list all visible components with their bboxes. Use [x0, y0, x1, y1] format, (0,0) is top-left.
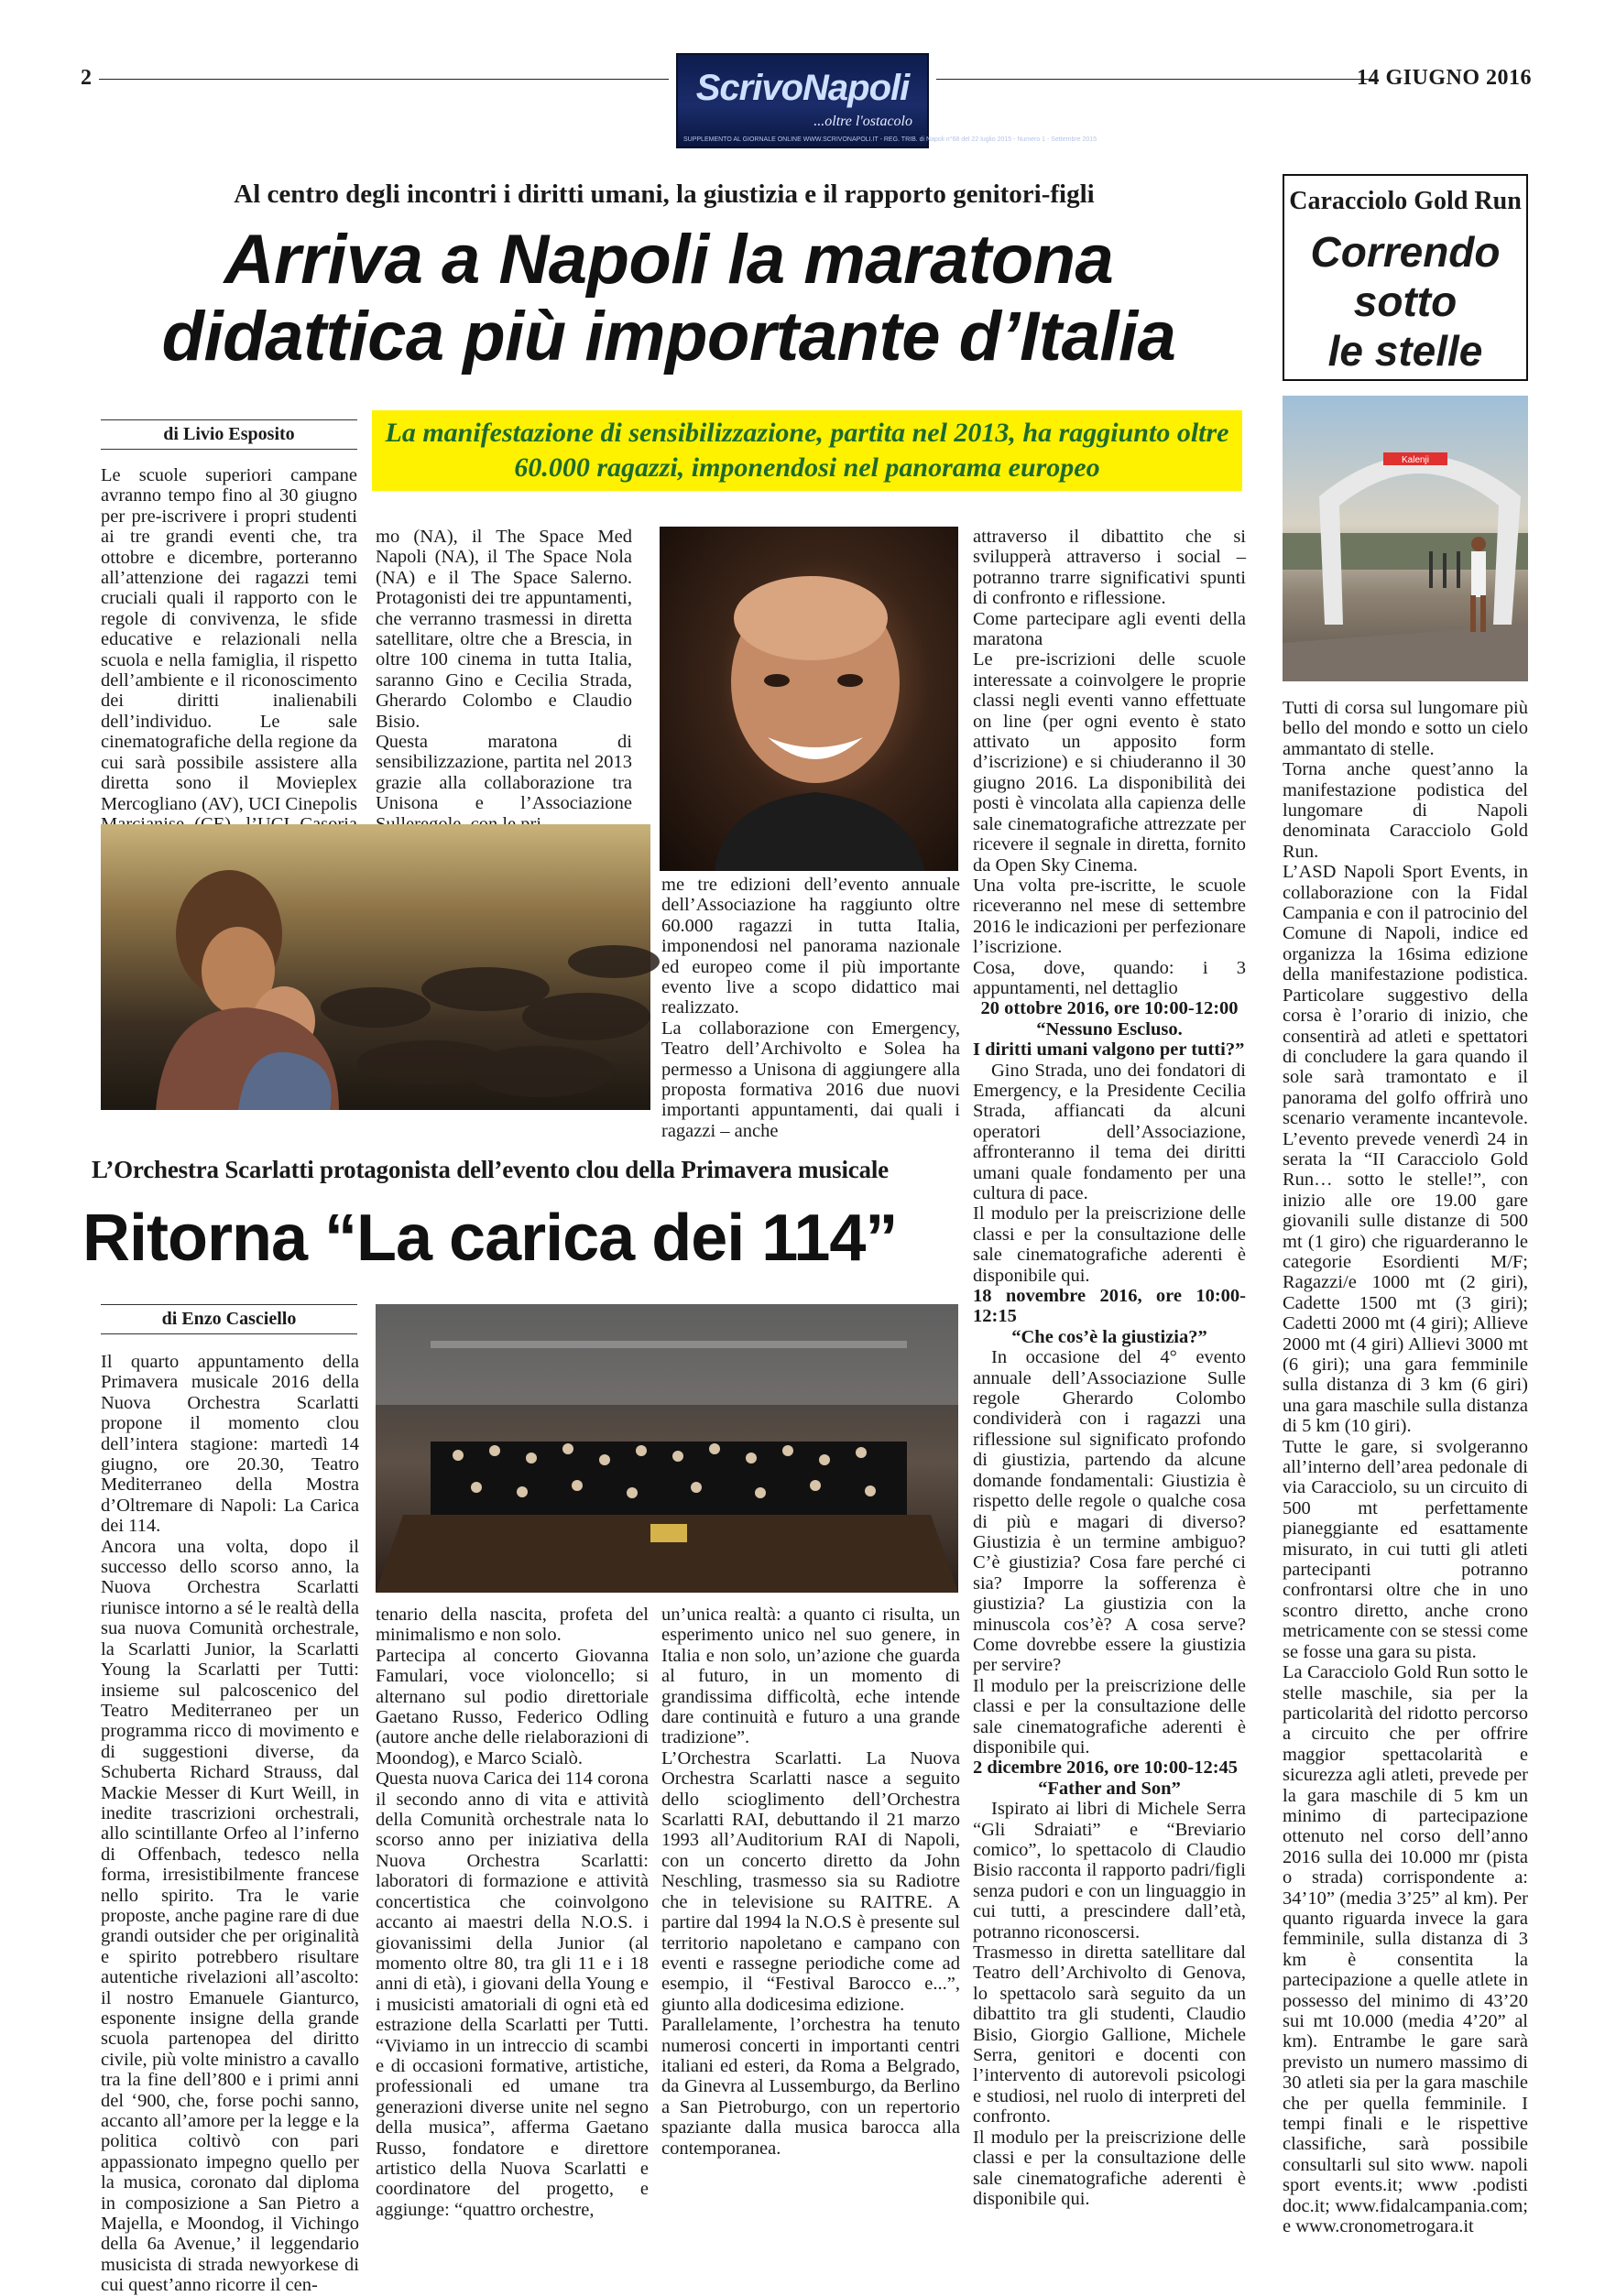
logo-name: ScrivoNapoli [695, 68, 910, 108]
gold-run-photo [1283, 396, 1528, 681]
claudio-bisio-photo [660, 527, 958, 871]
article1-column-1: Le scuole superiori campane avranno tempo fino al 30 giugno per pre-iscrivere i propri studenti ai tre grandi eventi che, tra ottobre e dicembre, porteranno all’attenzione dei ragazzi temi cruciali quali il rapporto con le regole di convivenza, le sfide educative e relazionali nella scuola e nella famiglia, il rispetto dell’ambiente e il riconoscimento dei diritti inalienabili dell’individuo. Le sale cinematografiche della regione da cui sarà possibile assistere alla diretta sono il Movieplex Mercogliano (AV), UCI Cinepolis [101, 465, 357, 814]
article1-callout: La manifestazione di sensibilizzazione, partita nel 2013, ha raggiunto oltre 60.000 ragazzi, imponendosi nel panorama europeo [372, 410, 1242, 491]
event1-date: 20 ottobre 2016, ore 10:00-12:00 [980, 998, 1239, 1019]
children-photo [101, 824, 650, 1110]
article2-kicker: L’Orchestra Scarlatti protagonista dell’evento clou della Primavera musicale [92, 1156, 889, 1183]
article1-column-4 [973, 527, 1246, 2209]
article1-kicker: Al centro degli incontri i diritti umani, la giustizia e il rapporto genitori-figli [234, 180, 1095, 209]
logo-tagline: ...oltre l'ostacolo [813, 114, 912, 129]
sidebar-title-box [1283, 174, 1528, 381]
sidebar-article: Tutti di corsa sul lungomare più bello del mondo e sotto un cielo ammantato di stelle. Torna anche quest’anno la manifestazione podistica del lungomare di Napoli denominata Caracciolo Gold Run. L’ASD Napoli Sport Events, in collaborazione con la Fidal Campania e con il patrocinio del Comune di Napoli, indice ed organizza la 16sima edizione della manifestazione podistica. Particolare suggestivo della corsa è l’orario di inizio, che consentirà ad atleti e spettatori di concludere la gara quando il sole sarà tramontato e il panorama del golfo offrirà uno scenario veramente incantevole. L’evento prevede venerdì 24 in serata la “II Caracciolo Gold Run… sotto le stelle!”, con inizio alle ore 19.00 gare giovanili sulle distanze di 500 mt (1 giro) che riguarderanno le categorie Esordienti M/F; Ragazzi/e 1000 mt (2 giri), Cadette 1500 mt (3 giri); Cadetti 2000 mt (4 giri); Allieve 2000 mt (4 giri) Allievi 3000 mt (6 giri); una gara femminile sulla distanza di 3 km (6 giri) una gara maschile sulla distanza di 5 km (10 giri). Tutte le gare, si svolgeranno all’interno dell’area pedonale di via Caracciolo, su un circuito di 500 mt perfettamente pianeggiante ed esattamente misurato, in cui tutti gli atleti partecipanti potranno confrontarsi oltre che in uno scontro diretto, anche crono metricamente con se stessi come se fosse una gara su pista. La Caracciolo Gold Run sotto le stelle maschile, sia per la particolarità del ridotto percorso a circuito che per offrire maggior spettacolarità e sicurezza agli atleti, prevede per la gara maschile di 5 km un minimo di partecipazione ottenuto nel corso dell’anno 2016 sulla dei 10.000 mr (pista o strada) corrispondente a: 34’10” (media 3’25” al km). Per quanto riguarda invece la gara femminile, sulla distanza di 3 km è consentita la partecipazione a quelle atlete in possesso del minimo di 43’20 sui mt 10.000 (media 4’20” al km). Entrambe le gare sarà previsto un numero massimo di 30 atleti sia per la gara maschile che per quella femminile. I tempi finali e le rispettive classifiche, sarà possibile consultarli sul sito www. napoli sport events.it; www .podisti doc.it; www.fidalcampania.com; e www.cronometrogara.it [1283, 698, 1528, 2237]
event1-title: “Nessuno Escluso. [1036, 1018, 1183, 1039]
article2-column-1: Il quarto appuntamento della Primavera musicale 2016 della Nuova Orchestra Scarlatti propone il momento clou dell’intera stagione: martedì 14 giugno, ore 20.30, Teatro Mediterraneo della Mostra d’Oltremare di Napoli: La Carica dei 114. Ancora una volta, dopo il successo dello scorso anno, la Nuova Orchestra Scarlatti riunisce intorno a sé le realtà della sua nuova Comunità orchestrale, la Scarlatti Junior, la Scarlatti Young la Scarlatti per Tutti: insieme sul palcoscenico del Teatro Mediterraneo per un programma ricco di movimento e di suggestioni diverse, da Schuberta Richard Strauss, dal Mackie Messer di Kurt Weill, in inedite trascrizioni orchestrali, allo scintillante Orfeo al l’inferno di Offenbach, tedesco nella forma, irresistibilmente francese nello spirito. Tra le varie proposte, anche pagine rare di due grandi outsider che per originalità e spirito potrebbero risultare autentiche rivelazioni all’ascolto: il nostro Emanuele Gianturco, esponente insigne della grande scuola partenopea del diritto civile, più volte ministro a cavallo tra la fine dell’800 e i primi anni del ‘900, che, forse pochi sanno, accanto all’amore per la legge e la politica coltivò con pari appassionato impegno quello per la musica, coronato dal diploma in composizione a San Pietro a Majella, e Moondog, il Vichingo della 6a Avenue,’ il leggendario musicista di strada newyorkese di cui quest’anno ricorre il cen- [101, 1352, 359, 2296]
article1-headline-line1: Arriva a Napoli la maratona [224, 221, 1114, 299]
event1-subtitle: I diritti umani valgono per tutti?” [973, 1039, 1245, 1061]
masthead-logo [676, 53, 1097, 148]
logo-fine-print: SUPPLEMENTO AL GIORNALE ONLINE WWW.SCRIVONAPOLI.IT - REG. TRIB. di Napoli n°68 del 22 luglio 2015 - Numero 1 - Settembre 2015 [683, 136, 1097, 143]
sidebar-headline: Correndo sotto le stelle [1310, 228, 1501, 375]
orchestra-photo [376, 1304, 958, 1593]
article2-column-2: tenario della nascita, profeta del minimalismo e non solo. Partecipa al concerto Giovanna Famulari, voce violoncello; si alternano sul podio direttoriale Gaetano Russo, Federico Odling (autore anche delle rielaborazioni di Moondog), e Marco Scialò. Questa nuova Carica dei 114 corona il secondo anno di vita e attività della Comunità orchestrale nata lo scorso anno per iniziativa della Nuova Orchestra Scarlatti: laboratori di formazione e attività concertistica che coinvolgono accanto ai maestri della N.O.S. i giovanissimi della Junior (al momento oltre 80, tra gli 11 e i 18 anni di età), i giovani della Young e i musicisti amatoriali di ogni età ed estrazione della Scarlatti per Tutti. “Viviamo in un intreccio di scambi e di occasioni formative, artistiche, professionali ed umane tra generazioni diverse unite nel segno della musica”, afferma Gaetano Russo, fondatore e direttore artistico della Nuova Scarlatti e coordinatore del progetto, e aggiunge: “quattro orchestre, [376, 1605, 649, 2220]
sidebar-title: Caracciolo Gold Run [1289, 187, 1522, 215]
article1-headline-line2: didattica più importante d’Italia [161, 298, 1176, 375]
article2-byline: di Enzo Casciello [101, 1304, 357, 1334]
event2-date: 18 novembre 2016, ore 10:00-12:15 [973, 1286, 1246, 1327]
header-rule-left [99, 79, 669, 80]
event2-title: “Che cos’è la giustizia?” [1011, 1326, 1207, 1347]
article1-column-3: me tre edizioni dell’evento annuale dell’Associazione ha raggiunto oltre 60.000 ragazzi in tutta Italia, imponendosi nel panorama nazionale ed europeo come il più importante evento live a scopo didattico mai realizzato. La collaborazione con Emergency, Teatro dell’Archivolto e Solea ha permesso a Unisona di aggiungere alla proposta formativa 2016 due nuovi importanti appuntamenti, dai quali i ragazzi – anche [661, 875, 960, 1141]
issue-date: 14 GIUGNO 2016 [1356, 66, 1532, 90]
article1-column-4-intro: attraverso il dibattito che si svilupperà attraverso i social – potranno trarre significativi spunti di confronto e riflessione. Come partecipare agli eventi della maratona Le pre-iscrizioni delle scuole interessate a coinvolgere le proprie classi negli eventi vanno effettuate on line (per ogni evento è stato attivato un apposito form d’iscrizione) e si chiuderanno il 30 giugno 2016. La disponibilità dei posti è vincolata alla capienza delle sale cinematografiche attrezzate per ricevere il segnale in diretta, fornito da Open Sky Cinema. Una volta pre-iscritte, le scuole riceveranno nel mese di settembre 2016 le indicazioni per perfezionare l’iscrizione. Cosa, dove, quando: i 3 appuntamenti, nel dettaglio [973, 527, 1246, 998]
event2-text: In occasione del 4° evento annuale dell’Associazione Sulle regole Gherardo Colombo condividerà con i ragazzi una riflessione sul significato profondo di giustizia, partendo da alcune domande fondamentali: Giustizia è rispetto delle regole o qualche cosa di più e magari di diverso? Giustizia è un termine ambiguo? C’è giustizia? Cosa fare perché ci sia? Imporre la sofferenza è giustizia? La giustizia con la minuscola cos’è? A cosa serve? Come dovrebbe essere la giustizia per servire? Il modulo per la preiscrizione delle classi e per la consultazione delle sale cinematografiche aderenti è disponibile qui. [973, 1347, 1246, 1757]
page-number: 2 [81, 66, 92, 90]
event1-text: Gino Strada, uno dei fondatori di Emergency, e la Presidente Cecilia Strada, affiancati da alcuni operatori dell’Associazione, affronteranno il tema dei diritti umani quale fondamento per una cultura di pace. Il modulo per la preiscrizione delle classi e per la consultazione delle sale cinematografiche aderenti è disponibile qui. [973, 1060, 1246, 1286]
article2-headline: Ritorna “La carica dei 114” [82, 1202, 898, 1275]
header-rule-right [936, 79, 1376, 80]
event3-text: Ispirato ai libri di Michele Serra “Gli Sdraiati” e “Breviario comico”, lo spettacolo di Claudio Bisio racconta il rapporto padri/figli senza pudori e con un linguaggio in cui tutti, a prescindere dall’età, potranno riconoscersi. Trasmesso in diretta satellitare dal Teatro dell’Archivolto di Genova, lo spettacolo sarà seguito da un dibattito tra gli studenti, Claudio Bisio, Giorgio Gallione, Michele Serra, genitori e docenti con l’intervento di autorevoli psicologi e studiosi, nel ruolo di interpreti del confronto. Il modulo per la preiscrizione delle classi e per la consultazione delle sale cinematografiche aderenti è disponibile qui. [973, 1799, 1246, 2209]
article1-column-2: mo (NA), il The Space Med Napoli (NA), il The Space Nola (NA) e il The Space Salerno. Protagonisti dei tre appuntamenti, che verranno trasmessi in diretta satellitare, oltre che a Brescia, in oltre 100 cinema in tutta Italia, saranno Gino e Cecilia Strada, Gherardo Colombo e Claudio Bisio. Questa maratona di sensibilizzazione, partita nel 2013 grazie alla collaborazione tra Unisona e l’Associazione [376, 527, 632, 814]
article2-column-3: un’unica realtà: a quanto ci risulta, un esperimento unico nel suo genere, in Italia e non solo, un’azione che guarda al futuro, in un momento di grandissima difficoltà, eche intende dare continuità e futuro a una grande tradizione”. L’Orchestra Scarlatti. La Nuova Orchestra Scarlatti nasce a seguito dello scioglimento dell’Orchestra Scarlatti RAI, debuttando il 21 marzo 1993 all’Auditorium RAI di Napoli, con un concerto diretto da John Neschling, trasmesso sia su Radiotre che in televisione su RAITRE. A partire dal 1994 la N.O.S è presente sul territorio napoletano e campano con eventi e rassegne periodiche come ad esempio, il “Festival Barocco e...”, giunto alla dodicesima edizione. Parallelamente, l’orchestra ha tenuto numerosi concerti in importanti centri italiani ed esteri, da Roma a Belgrado, da Ginevra al Lussemburgo, da Berlino a San Pietroburgo, con un repertorio spaziante dalla musica barocca alla contemporanea. [661, 1605, 960, 2159]
event3-title: “Father and Son” [1038, 1778, 1181, 1799]
event3-date: 2 dicembre 2016, ore 10:00-12:45 [973, 1757, 1239, 1779]
article1-byline: di Livio Esposito [101, 419, 357, 450]
arch-sign-text: Kalenji [1401, 455, 1430, 465]
